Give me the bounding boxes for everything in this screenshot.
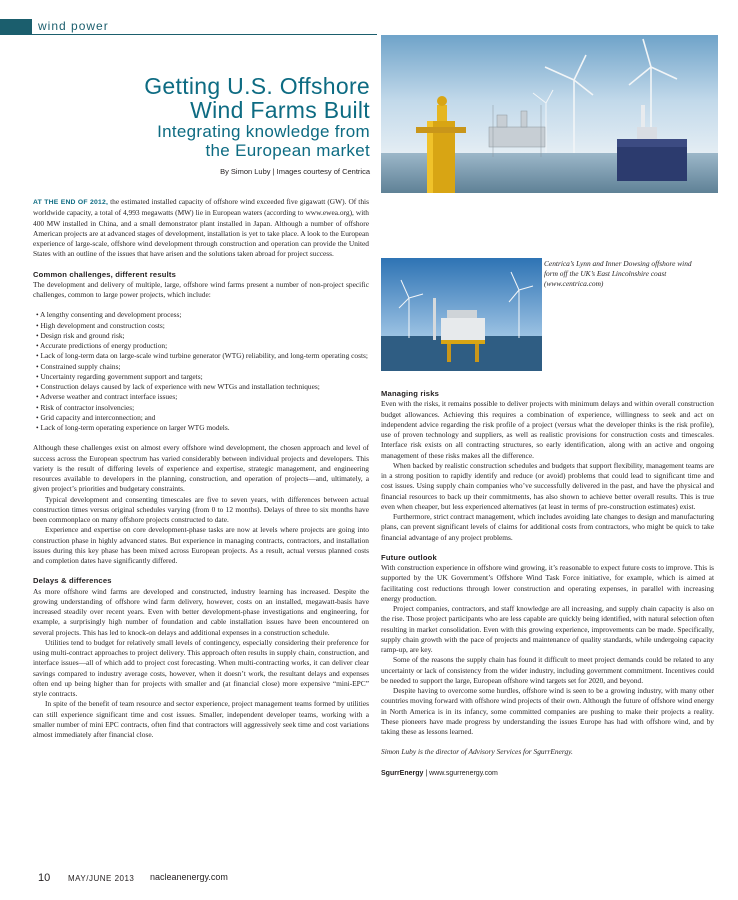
list-item: • Lack of long-term data on large-scale wind turbine generator (WTG) reliability, and long-term operating costs; — [33, 351, 369, 361]
list-item: • High development and construction costs; — [33, 321, 369, 331]
intro-paragraph: AT THE END OF 2012, the estimated installed capacity of offshore wind exceeded five gigawatt (GW). Of this worldwide capacity, a total of 4,993 megawatts (MW) lie in European waters (according to www.ewea.org), with 400 MW installed in China, and a small demonstrator plant installed in Japan. Although a number of offshore American projects are at advanced stages of development, installation is yet to take place. A look to the European experience of large-scale, offshore wind development through construction and operation can provide the United States with an outline of the issues that have arisen and the solutions taken abroad for project success. — [33, 197, 369, 259]
list-item: • A lengthy consenting and development process; — [33, 310, 369, 320]
article-subtitle — [30, 122, 370, 160]
company-site: | www.sgurrenergy.com — [423, 769, 498, 777]
article-title — [30, 74, 370, 122]
paragraph: Although these challenges exist on almost every offshore wind development, the chosen approach and level of success across the European spectrum has varied considerably between individual projects and developers. This variety is the result of differing levels of experience and expertise, strategic management, and engineering resources available to developers in the planning, construction, and operation of projects—and, ultimately, a given project’s priorities and budgetary constraints. — [33, 443, 369, 494]
heading-common-challenges: Common challenges, different results — [33, 269, 177, 279]
photo-caption: Centrica’s Lynn and Inner Dowsing offshore wind form off the UK’s East Lincolnshire coast (www.centrica.com) — [544, 259, 692, 288]
list-item: • Construction delays caused by lack of experience with new WTGs and installation techniques; — [33, 382, 369, 392]
paragraph: With construction experience in offshore wind growing, it’s reasonable to expect future costs to improve. This is supported by the UK Government’s Offshore Wind Task Force initiative, for example, which is aimed at facilitating cost reductions through lower construction and operating expenses, in parallel with increasing energy production. — [381, 563, 714, 603]
right-column — [381, 389, 714, 779]
heading-future-outlook: Future outlook — [381, 552, 437, 562]
challenge-list — [33, 310, 369, 433]
company-name: SgurrEnergy — [381, 769, 424, 777]
company-credit — [381, 768, 714, 779]
section-label: wind power — [38, 19, 109, 33]
issue-date: MAY/JUNE 2013 — [68, 874, 135, 883]
list-item: • Adverse weather and contract interface issues; — [33, 392, 369, 402]
section-color-block — [0, 19, 32, 35]
paragraph: Experience and expertise on core development-phase tasks are now at levels where projects are going into construction phase in highly advanced states. But experience in managing contracts, contractors, and installation issues during this key phase has been mixed across European projects. As a result, actual versus planned costs and completion dates have significantly differed. — [33, 525, 369, 565]
paragraph: In spite of the benefit of team resource and sector experience, project management teams formed by utilities can still experience significant time and cost issues. Smaller, independent developer teams, working with a smaller number of mini EPC contracts, often find that contractors will aggressively seek time and cost variations almost immediately after financial close. — [33, 699, 369, 739]
heading-managing-risks: Managing risks — [381, 389, 440, 398]
title-line-1: Getting U.S. Offshore — [144, 73, 370, 99]
section-rule — [32, 34, 377, 35]
list-item: • Grid capacity and interconnection; and — [33, 413, 369, 423]
page-number: 10 — [38, 872, 51, 884]
list-item: • Uncertainty regarding government support and targets; — [33, 372, 369, 382]
list-item: • Constrained supply chains; — [33, 362, 369, 372]
left-column — [33, 197, 369, 740]
offshore-substation-photo — [381, 258, 542, 371]
paragraph: Furthermore, strict contract management, which includes avoiding late changes to design and manufacturing plans, can prevent significant levels of claims for additional costs from contractors, who might be quick to take financial advantage of any project problems. — [381, 512, 714, 542]
heading-delays-differences: Delays & differences — [33, 576, 112, 586]
paragraph: The development and delivery of multiple, large, offshore wind farms present a number of non-project specific challenges, common to large power projects, which include: — [33, 279, 369, 299]
subtitle-line-2: the European market — [205, 141, 370, 160]
paragraph: Typical development and consenting timescales are five to seven years, with differences between actual construction times versus original schedules varying (from 0 to 12 months). Delays of three to six months have been commonplace on many offshore projects constructed to date. — [33, 494, 369, 524]
author-bio: Simon Luby is the director of Advisory Services for SgurrEnergy. — [381, 747, 573, 757]
paragraph: When backed by realistic construction schedules and budgets that support flexibility, management teams are in a strong position to rapidly identify and reduce (or avoid) problems that could lead to significant time and cost issues. Using supply chain companies who’ve successfully delivered in the past, and have the physical and financial resources to back up their commitments, has also shown to achieve better overall results. This is true even when cheaper, but less experienced alternatives (at least in terms of pre-construction estimates) exist. — [381, 460, 714, 511]
paragraph: As more offshore wind farms are developed and constructed, industry learning has increased. Despite the growing understanding of offshore wind farm delivery, however, costs on an installed, megawatt-basis have increased steadily over recent years. Even with better development-phase investigations and engineering, for example, a surprisingly high number of foundation and cable installation issues have been encountered on several projects. This has led to knock-on delays and additional expenses in a construction schedule. — [33, 586, 369, 637]
list-item: • Design risk and ground risk; — [33, 331, 369, 341]
paragraph: Project companies, contractors, and staff knowledge are all increasing, and supply chain capacity is also on the rise. Those project participants who are less capable are quickly being identified, with natural selection often resulting in market consolidation. Even with this growing experience, improvements can be made. Specifically, supply chain growth with the pace of projects and maintenance of quality standards, while undergoing capacity ramp-up, are key. — [381, 604, 714, 654]
title-line-2: Wind Farms Built — [190, 97, 370, 123]
paragraph: Some of the reasons the supply chain has found it difficult to meet project demands could be related to any uncertainty or lack of consistency from the wider industry, including government commitment. Incentives could be needed to support the large, European offshore wind targets set for 2020, and beyond. — [381, 655, 714, 685]
paragraph: Despite having to overcome some hurdles, offshore wind is seen to be a growing industry, with many other countries moving forward with offshore wind projects of their own. Although the future of offshore wind energy in North America is in its infancy, some committed companies are pushing to make their projects a reality. These pioneers have made progress by understanding the issues Europe has had with offshore wind, and by taking these as lessons learned. — [381, 686, 714, 736]
magazine-site: nacleanenergy.com — [150, 872, 228, 882]
paragraph: Even with the risks, it remains possible to deliver projects with minimum delays and within overall construction budget allowances. Achieving this requires a combination of experience, willingness to seek and act on independent advice regarding the risk profile of a project (versus what the developer thinks is the risk profile), use of proven technology and suppliers, as well as realistic provisions for construction costs and timescales. Interface risk exists on all contracting structures, so early identification, along with an active and ongoing management of these risks makes all the difference. — [381, 399, 714, 460]
offshore-wind-photo — [381, 35, 718, 193]
list-item: • Accurate predictions of energy production; — [33, 341, 369, 351]
paragraph: Utilities tend to budget for relatively small levels of contingency, especially considering their preference for using multi-contract approaches to project delivery. This approach often results in supply chain, construction, and interface issues—all of which add to project cost forecasting. When multi-contracting works, it can deliver clear savings compared to industry average costs, however, when it doesn’t work, the resultant delays and expenses often end up being higher than for projects with smaller and (at financial close) more expensive “mini-EPC” style contracts. — [33, 637, 369, 698]
list-item: • Lack of long-term operating experience on larger WTG models. — [33, 423, 369, 433]
list-item: • Risk of contractor insolvencies; — [33, 403, 369, 413]
lead-in: AT THE END OF 2012, — [33, 199, 109, 206]
subtitle-line-1: Integrating knowledge from — [157, 122, 370, 141]
byline: By Simon Luby | Images courtesy of Centrica — [220, 167, 370, 176]
